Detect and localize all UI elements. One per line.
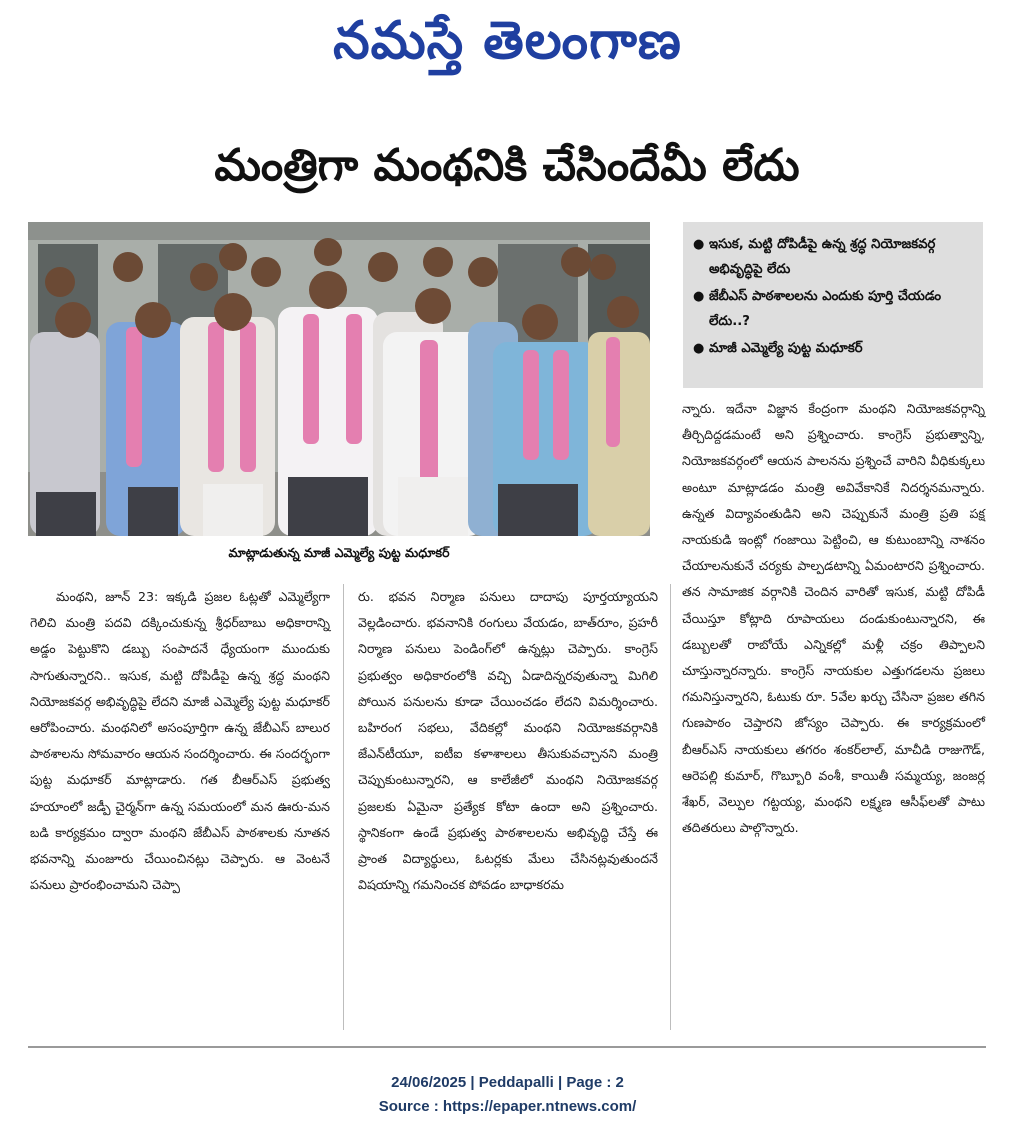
article-column-middle: రు. భవన నిర్మాణ పనులు దాదాపు పూర్తయ్యాయని వెల్లడించారు. భవనానికి రంగులు వేయడం, బాత్‌రూం, ప్రహరీ నిర్మాణ పనులు పెండింగ్‌లో ఉన్నట్లు చెప్పారు. కాంగ్రెస్ ప్రభుత్వం అధికారంలోకి వచ్చి ఏడాదిన్నరవుతున్నా మిగిలి పోయిన పనులను కూడా చేయించడం లేదని విమర్శించారు. బహిరంగ సభలు, వేదికల్లో మంథని నియోజకవర్గానికి జేఎన్‌టీయూ, ఐటీఐ కళాశాలలు తీసుకువచ్చానని మంత్రి చెప్పుకుంటున్నారని, ఆ కాలేజీలో మంథని నియోజకవర్గ ప్రజలకు ఏమైనా ప్రత్యేక కోటా ఉందా అని ప్రశ్నించారు. స్థానికంగా ఉండే ప్రభుత్వ పాఠశాలలను అభివృద్ధి చేస్తే ఈ ప్రాంత విద్యార్థులు, ఓటర్లకు మేలు చేసినట్లవుతుందనే విషయాన్ని గమనించక పోవడం బాధాకరమ: [358, 589, 658, 893]
column-divider: [343, 584, 344, 1030]
newspaper-masthead: నమస్తే తెలంగాణ: [333, 10, 682, 71]
highlight-item: ● జేబీఎస్ పాఠశాలలను ఎందుకు పూర్తి చేయడం లేదు..?: [693, 284, 975, 334]
article-column-left: మంథని, జూన్ 23: ఇక్కడి ప్రజల ఓట్లతో ఎమ్మెల్యేగా గెలిచి మంత్రి పదవి దక్కించుకున్న శ్రీధర్‌బాబు అధికారాన్ని అడ్డం పెట్టుకొని డబ్బు సంపాదనే ధ్యేయంగా ముందుకు సాగుతున్నారని.. ఇసుక, మట్టి దోపిడీపై ఉన్న శ్రద్ధ మంథని నియోజకవర్గ అభివృద్ధిపై లేదని మాజీ ఎమ్మెల్యే పుట్ట మధూకర్ ఆరోపించారు. మంథనిలో అసంపూర్తిగా ఉన్న జేబీఎస్ బాలుర పాఠశాలను సోమవారం ఆయన సందర్శించారు. ఈ సందర్భంగా పుట్ట మధూకర్ మాట్లాడారు. గత బీఆర్‌ఎస్ ప్రభుత్వ హయాంలో జడ్పీ చైర్మన్‌గా ఉన్న సమయంలో మన ఊరు-మన బడి కార్యక్రమం ద్వారా మంథని జేబీఎస్ పాఠశాలకు నూతన భవనాన్ని మంజూరు చేయించినట్లు చెప్పారు. ఆ వెంటనే పనులు ప్రారంభించామని చెప్పా: [30, 589, 330, 893]
footer-divider: [28, 1046, 986, 1048]
article-headline: మంత్రిగా మంథనికి చేసిందేమీ లేదు: [214, 140, 800, 191]
column-divider: [670, 584, 671, 1030]
highlights-box: [683, 222, 983, 388]
bullet-icon: ●: [693, 341, 705, 356]
footer-source: Source : https://epaper.ntnews.com/: [378, 1098, 637, 1115]
highlight-item: ● ఇసుక, మట్టి దోపిడీపై ఉన్న శ్రద్ధ నియోజకవర్గ అభివృద్ధిపై లేదు: [693, 232, 975, 282]
group-photo-illustration: [28, 222, 650, 536]
article-column-right: న్నారు. ఇదేనా విజ్ఞాన కేంద్రంగా మంథని నియోజకవర్గాన్ని తీర్చిదిద్దడమంటే అని ప్రశ్నించారు. కాంగ్రెస్ ప్రభుత్వాన్ని, నియోజకవర్గంలో ఆయన పాలనను ప్రశ్నించే వారిని వీధికుక్కలు అంటూ మాట్లాడడం మంత్రి అవివేకానికే నిదర్శనమన్నారు. ఉన్నత విద్యావంతుడిని అని చెప్పుకునే మంత్రి ప్రతి పక్ష నాయకుడి ఇంట్లో గంజాయి పెట్టించి, ఆ కుటుంబాన్ని నాశనం చేయాలనుకునే చర్యకు పాల్పడటాన్ని ఏమంటారని ప్రశ్నించారు. తన సామాజిక వర్గానికి చెందిన వారితో ఇసుక, మట్టి దోపిడీ చేయిస్తూ కోట్లాది రూపాయలు దండుకుంటున్నారని, ఈ డబ్బులతో రాబోయే ఎన్నికల్లో మళ్లీ చక్రం తిప్పాలని చూస్తున్నారన్నారు. కాంగ్రెస్ నాయకుల ఎత్తుగడలను ప్రజలు గమనిస్తున్నారని, ఓటుకు రూ. 5వేల ఖర్చు చేసినా ప్రజల తగిన గుణపాఠం చెప్తారని జోస్యం చెప్పారు. ఈ కార్యక్రమంలో బీఆర్‌ఎస్ నాయకులు తగరం శంకర్‌లాల్, మాచీడి రాజుగౌడ్, ఆరెపల్లి కుమార్, గొబ్బూరి వంశీ, కాయితీ సమ్మయ్య, జంజర్ల శేఖర్, వెల్పుల గట్టయ్య, మంథని లక్ష్మణ ఆసీఫ్‌లతో పాటు తదితరులు పాల్గొన్నారు.: [682, 401, 985, 836]
footer-dateline: 24/06/2025 | Peddapalli | Page : 2: [391, 1074, 624, 1091]
bullet-icon: ●: [693, 289, 705, 304]
bullet-icon: ●: [693, 237, 705, 252]
news-photo: [28, 222, 650, 536]
photo-caption: మాట్లాడుతున్న మాజీ ఎమ్మెల్యే పుట్ట మధూకర్: [228, 545, 450, 560]
highlight-item: ● మాజీ ఎమ్మెల్యే పుట్ట మధూకర్: [693, 336, 975, 361]
